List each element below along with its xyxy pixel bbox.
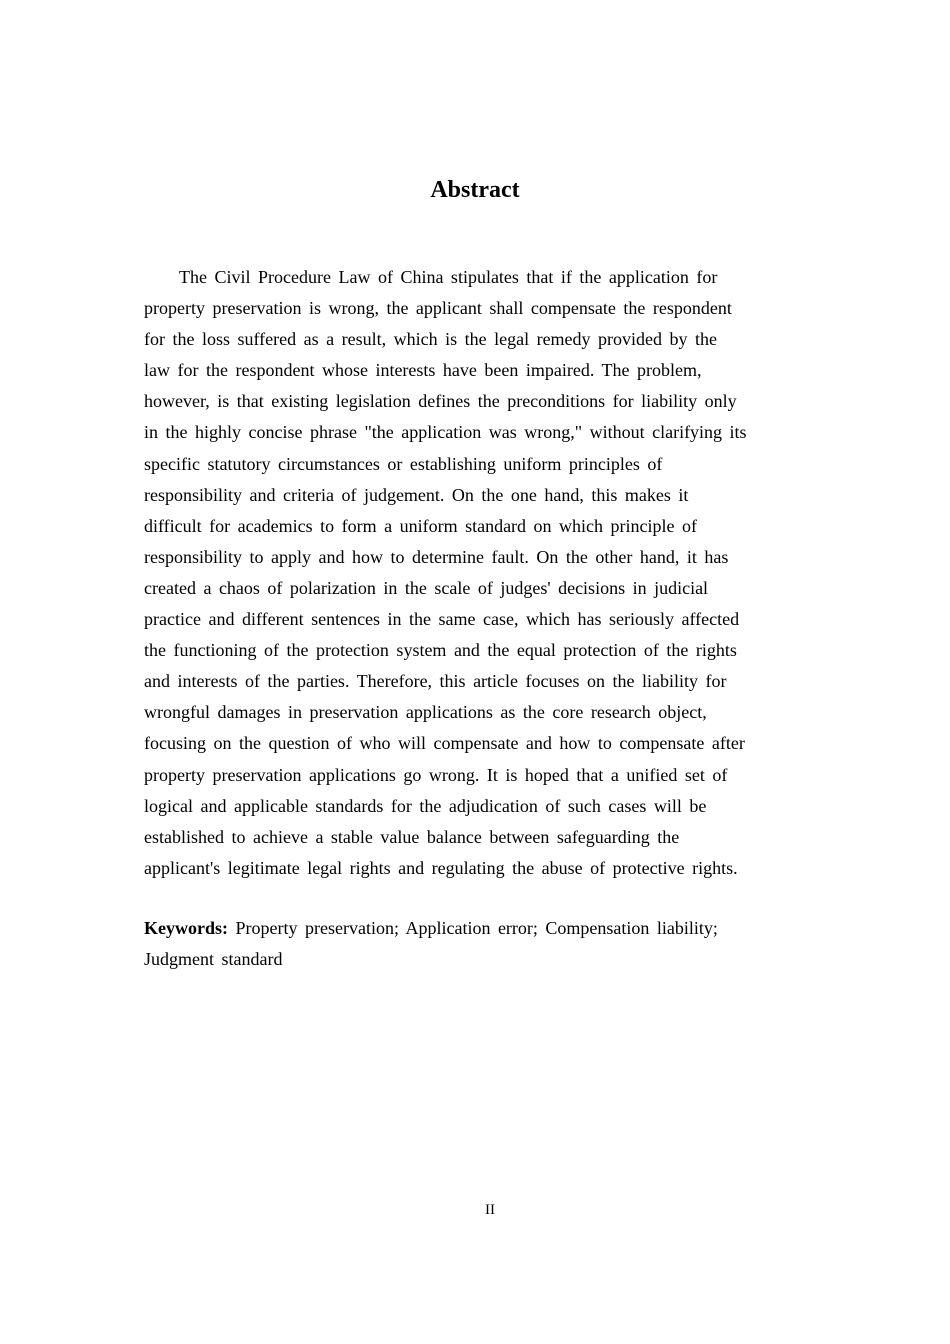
abstract-line: established to achieve a stable value balance between safeguarding the	[144, 826, 680, 847]
abstract-line: applicant's legitimate legal rights and regulating the abuse of protective rights.	[144, 857, 738, 878]
abstract-line: property preservation applications go wrong. It is hoped that a unified set of	[144, 764, 728, 785]
abstract-body	[144, 262, 804, 884]
abstract-line: responsibility to apply and how to determine fault. On the other hand, it has	[144, 546, 729, 567]
keywords-label: Keywords:	[144, 918, 228, 938]
page-number: II	[485, 1202, 495, 1218]
abstract-line: focusing on the question of who will compensate and how to compensate after	[144, 733, 745, 754]
abstract-line: the functioning of the protection system and the equal protection of the rights	[144, 640, 737, 661]
abstract-line: however, is that existing legislation defines the preconditions for liability only	[144, 391, 737, 412]
abstract-line: specific statutory circumstances or establishing uniform principles of	[144, 453, 663, 474]
abstract-line: in the highly concise phrase "the application was wrong," without clarifying its	[144, 422, 747, 443]
abstract-line: property preservation is wrong, the applicant shall compensate the respondent	[144, 298, 732, 319]
abstract-line: practice and different sentences in the same case, which has seriously affected	[144, 609, 740, 630]
keywords-text: Property preservation; Application error; Compensation liability;	[235, 918, 718, 938]
keywords-line-continued: Judgment standard	[144, 949, 283, 970]
abstract-line: difficult for academics to form a uniform standard on which principle of	[144, 515, 698, 536]
page-title: Abstract	[430, 177, 520, 203]
abstract-line: responsibility and criteria of judgement. On the one hand, this makes it	[144, 484, 689, 505]
abstract-line: for the loss suffered as a result, which is the legal remedy provided by the	[144, 329, 718, 350]
abstract-line: logical and applicable standards for the adjudication of such cases will be	[144, 795, 707, 816]
abstract-line: wrongful damages in preservation applications as the core research object,	[144, 702, 707, 723]
abstract-line: law for the respondent whose interests have been impaired. The problem,	[144, 360, 702, 381]
abstract-line: The Civil Procedure Law of China stipulates that if the application for	[179, 267, 718, 287]
keywords-line	[144, 913, 804, 944]
abstract-line: and interests of the parties. Therefore, this article focuses on the liability for	[144, 671, 727, 692]
abstract-line: created a chaos of polarization in the scale of judges' decisions in judicial	[144, 577, 709, 598]
keywords-section	[144, 913, 804, 975]
